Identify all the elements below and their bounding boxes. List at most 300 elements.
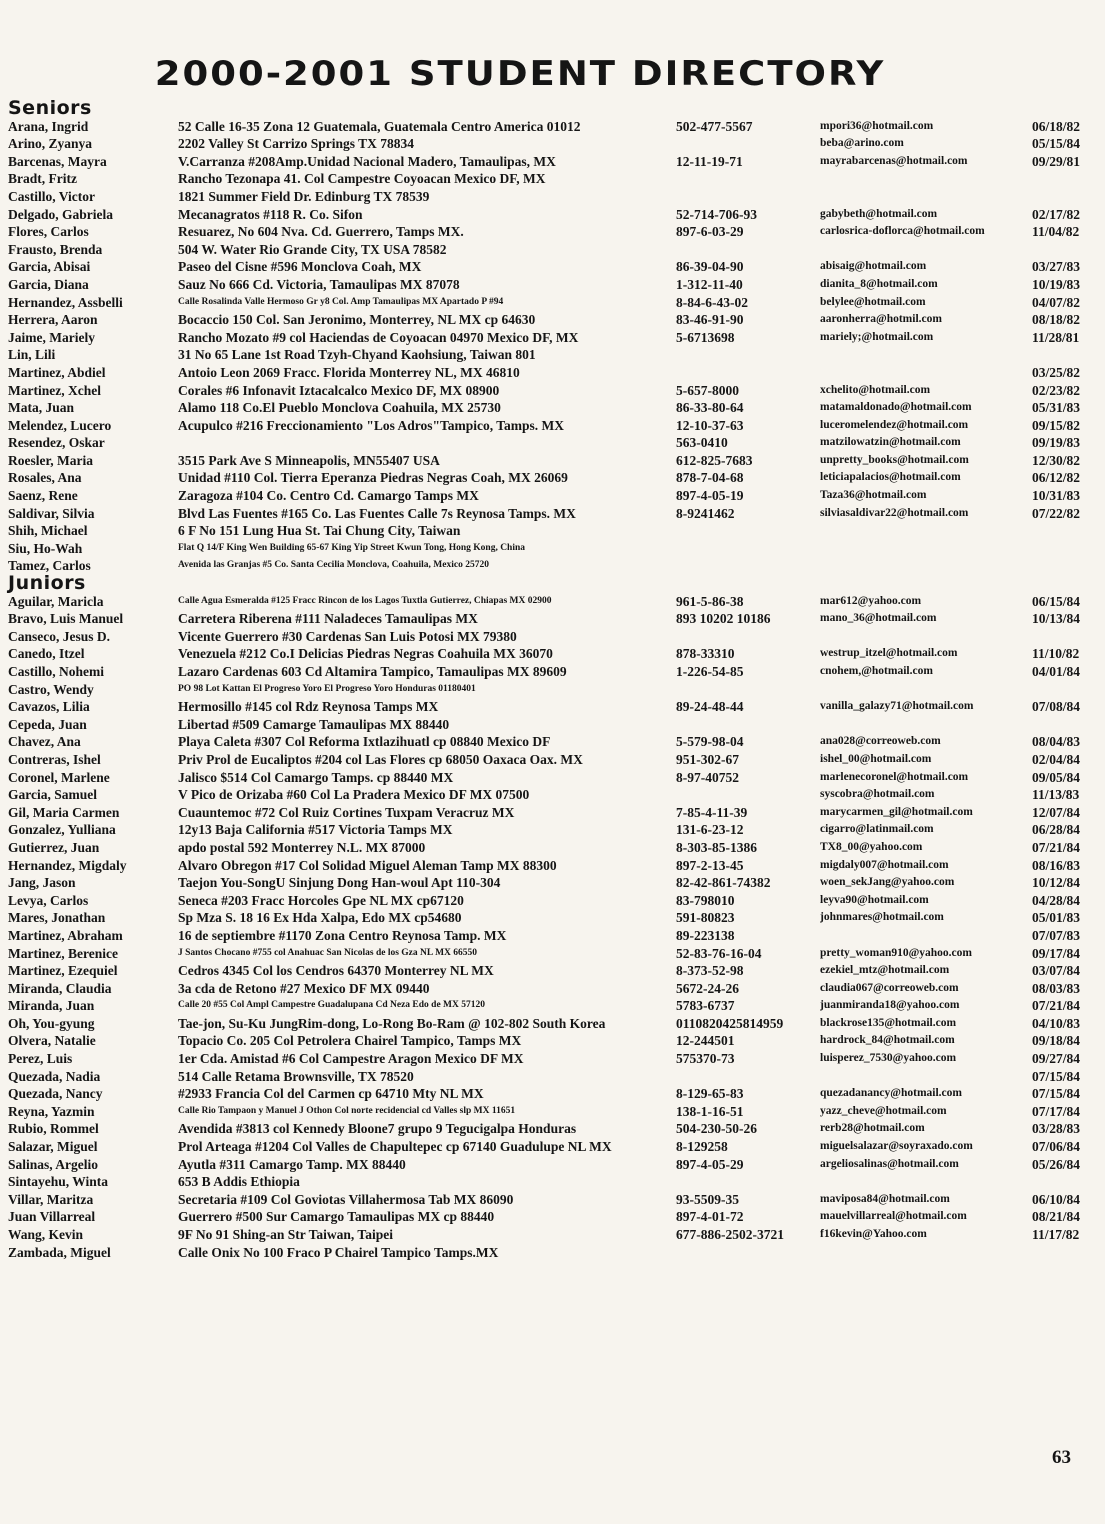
student-address: 2202 Valley St Carrizo Springs TX 78834 bbox=[178, 136, 415, 152]
table-row bbox=[8, 751, 1098, 769]
student-birthdate: 04/07/82 bbox=[1032, 294, 1081, 310]
student-name: Gonzalez, Yulliana bbox=[8, 822, 116, 838]
student-address: Libertad #509 Camarge Tamaulipas MX 88440 bbox=[178, 716, 450, 732]
section-heading: Juniors bbox=[8, 572, 86, 595]
student-name: Gil, Maria Carmen bbox=[8, 804, 120, 820]
student-address: Lazaro Cardenas 603 Cd Altamira Tampico, Tamaulipas MX 89609 bbox=[178, 664, 567, 679]
table-row bbox=[8, 469, 1098, 487]
table-row bbox=[8, 769, 1098, 787]
student-phone: 878-33310 bbox=[676, 646, 735, 662]
student-birthdate: 05/01/83 bbox=[1032, 910, 1081, 926]
student-name: Contreras, Ishel bbox=[8, 751, 101, 767]
student-birthdate: 07/17/84 bbox=[1032, 1103, 1081, 1119]
student-phone: 12-11-19-71 bbox=[676, 153, 743, 169]
student-name: Melendez, Lucero bbox=[8, 417, 112, 433]
student-email: maviposa84@hotmail.com bbox=[820, 1192, 950, 1205]
student-birthdate: 11/28/81 bbox=[1032, 329, 1080, 345]
student-name: Shih, Michael bbox=[8, 523, 88, 539]
student-phone: 502-477-5567 bbox=[676, 118, 753, 134]
student-phone: 82-42-861-74382 bbox=[676, 875, 771, 891]
student-birthdate: 06/12/82 bbox=[1032, 470, 1081, 486]
student-birthdate: 06/10/84 bbox=[1032, 1191, 1081, 1207]
student-name: Lin, Lili bbox=[8, 347, 56, 363]
table-row bbox=[8, 329, 1098, 347]
table-row bbox=[8, 1050, 1098, 1068]
student-address: Topacio Co. 205 Col Petrolera Chairel Tampico, Tamps MX bbox=[178, 1033, 522, 1049]
student-email: leyva90@hotmail.com bbox=[820, 893, 929, 906]
student-address: Acupulco #216 Freccionamiento "Los Adros"Tampico, Tamps. MX bbox=[178, 417, 565, 433]
table-row bbox=[8, 997, 1098, 1015]
table-row bbox=[8, 223, 1098, 241]
student-address: Cedros 4345 Col los Cendros 64370 Monterrey NL MX bbox=[178, 963, 494, 979]
student-phone: 52-83-76-16-04 bbox=[676, 945, 762, 961]
section-heading: Seniors bbox=[8, 97, 92, 119]
student-email: luisperez_7530@yahoo.com bbox=[820, 1052, 957, 1065]
table-row bbox=[8, 663, 1098, 681]
table-row bbox=[8, 1226, 1098, 1244]
student-name: Juan Villarreal bbox=[8, 1209, 96, 1225]
student-name: Chavez, Ana bbox=[8, 734, 81, 750]
student-name: Garcia, Abisai bbox=[8, 259, 91, 275]
table-row bbox=[8, 417, 1098, 435]
student-address: 9F No 91 Shing-an Str Taiwan, Taipei bbox=[178, 1227, 393, 1242]
student-birthdate: 02/23/82 bbox=[1032, 382, 1081, 398]
student-address: Secretaria #109 Col Goviotas Villahermosa Tab MX 86090 bbox=[178, 1191, 514, 1207]
student-phone: 86-39-04-90 bbox=[676, 259, 744, 275]
table-row bbox=[8, 505, 1098, 523]
table-row bbox=[8, 188, 1098, 206]
student-phone: 138-1-16-51 bbox=[676, 1103, 744, 1119]
table-row bbox=[8, 821, 1098, 839]
student-phone: 897-4-01-72 bbox=[676, 1209, 744, 1225]
student-phone: 0110820425814959 bbox=[676, 1015, 784, 1031]
student-email: mauelvillarreal@hotmail.com bbox=[820, 1210, 967, 1223]
student-address: Playa Caleta #307 Col Reforma Ixtlazihuatl cp 08840 Mexico DF bbox=[178, 734, 551, 750]
table-row bbox=[8, 241, 1098, 259]
student-name: Wang, Kevin bbox=[8, 1227, 84, 1242]
table-row bbox=[8, 980, 1098, 998]
student-address: Corales #6 Infonavit Iztacalcalco Mexico DF, MX 08900 bbox=[178, 382, 500, 398]
student-phone: 5-579-98-04 bbox=[676, 734, 744, 750]
student-phone: 897-4-05-19 bbox=[676, 488, 744, 504]
student-address: Sauz No 666 Cd. Victoria, Tamaulipas MX 87078 bbox=[178, 276, 460, 292]
table-row bbox=[8, 434, 1098, 452]
student-phone: 897-6-03-29 bbox=[676, 224, 744, 240]
student-name: Zambada, Miguel bbox=[8, 1244, 111, 1260]
student-phone: 893 10202 10186 bbox=[676, 611, 771, 627]
student-address: Cuauntemoc #72 Col Ruiz Cortines Tuxpam Veracruz MX bbox=[178, 804, 515, 820]
table-row bbox=[8, 1068, 1098, 1086]
student-name: Salazar, Miguel bbox=[8, 1139, 98, 1155]
table-row bbox=[8, 1015, 1098, 1033]
student-birthdate: 10/12/84 bbox=[1032, 875, 1081, 891]
student-phone: 575370-73 bbox=[676, 1051, 735, 1067]
student-email: cigarro@latinmail.com bbox=[820, 823, 934, 836]
student-phone: 5-657-8000 bbox=[676, 382, 739, 398]
student-birthdate: 11/13/83 bbox=[1032, 787, 1080, 803]
student-address: apdo postal 592 Monterrey N.L. MX 87000 bbox=[178, 839, 426, 855]
student-email: carlosrica-doflorca@hotmail.com bbox=[820, 225, 985, 238]
student-name: Garcia, Samuel bbox=[8, 787, 97, 803]
table-row bbox=[8, 540, 1098, 558]
table-row bbox=[8, 522, 1098, 540]
page-number: 63 bbox=[1052, 1447, 1071, 1468]
student-name: Miranda, Claudia bbox=[8, 980, 112, 996]
table-row bbox=[8, 346, 1098, 364]
student-birthdate: 08/21/84 bbox=[1032, 1209, 1081, 1225]
student-email: xchelito@hotmail.com bbox=[820, 383, 931, 396]
student-email: mpori36@hotmail.com bbox=[820, 119, 934, 132]
student-phone: 612-825-7683 bbox=[676, 452, 753, 468]
student-address: Seneca #203 Fracc Horcoles Gpe NL MX cp67120 bbox=[178, 892, 464, 908]
table-row bbox=[8, 1120, 1098, 1138]
student-birthdate: 11/17/82 bbox=[1032, 1227, 1080, 1242]
student-name: Cepeda, Juan bbox=[8, 716, 87, 732]
student-name: Bradt, Fritz bbox=[8, 171, 77, 187]
student-address: V.Carranza #208Amp.Unidad Nacional Madero, Tamaulipas, MX bbox=[178, 153, 556, 169]
table-row bbox=[8, 698, 1098, 716]
student-address: Sp Mza S. 18 16 Ex Hda Xalpa, Edo MX cp54680 bbox=[178, 910, 462, 926]
student-address: 12y13 Baja California #517 Victoria Tamps MX bbox=[178, 822, 453, 838]
student-birthdate: 03/28/83 bbox=[1032, 1121, 1081, 1137]
table-row bbox=[8, 839, 1098, 857]
student-name: Barcenas, Mayra bbox=[8, 153, 107, 169]
table-row bbox=[8, 364, 1098, 382]
student-email: juanmiranda18@yahoo.com bbox=[820, 999, 960, 1012]
table-row bbox=[8, 681, 1098, 699]
student-email: westrup_itzel@hotmail.com bbox=[820, 647, 958, 660]
table-row bbox=[8, 857, 1098, 875]
student-address: Hermosillo #145 col Rdz Reynosa Tamps MX bbox=[178, 699, 439, 715]
student-address: Mecanagratos #118 R. Co. Sifon bbox=[178, 206, 363, 222]
student-birthdate: 10/13/84 bbox=[1032, 611, 1081, 627]
student-address: Paseo del Cisne #596 Monclova Coah, MX bbox=[178, 259, 422, 275]
student-email: hardrock_84@hotmail.com bbox=[820, 1034, 955, 1047]
student-birthdate: 10/31/83 bbox=[1032, 488, 1081, 504]
student-phone: 83-798010 bbox=[676, 892, 735, 908]
student-name: Martinez, Berenice bbox=[8, 945, 118, 961]
student-phone: 7-85-4-11-39 bbox=[676, 804, 748, 820]
table-row bbox=[8, 135, 1098, 153]
student-address: Guerrero #500 Sur Camargo Tamaulipas MX cp 88440 bbox=[178, 1209, 495, 1225]
student-birthdate: 09/29/81 bbox=[1032, 153, 1081, 169]
table-row bbox=[8, 804, 1098, 822]
student-address: 52 Calle 16-35 Zona 12 Guatemala, Guatemala Centro America 01012 bbox=[178, 118, 581, 134]
student-email: cnohem,@hotmail.com bbox=[820, 665, 933, 677]
student-phone: 86-33-80-64 bbox=[676, 400, 744, 416]
student-address: Bocaccio 150 Col. San Jeronimo, Monterrey, NL MX cp 64630 bbox=[178, 312, 536, 328]
student-email: matzilowatzin@hotmail.com bbox=[820, 436, 961, 449]
student-birthdate: 07/21/84 bbox=[1032, 998, 1081, 1014]
student-address: Blvd Las Fuentes #165 Co. Las Fuentes Calle 7s Reynosa Tamps. MX bbox=[178, 505, 576, 521]
student-email: claudia067@correoweb.com bbox=[820, 981, 959, 994]
student-birthdate: 03/07/84 bbox=[1032, 963, 1081, 979]
student-name: Coronel, Marlene bbox=[8, 769, 110, 785]
student-address: Avenida las Granjas #5 Co. Santa Cecilia Monclova, Coahuila, Mexico 25720 bbox=[178, 560, 489, 571]
table-row bbox=[8, 258, 1098, 276]
table-row bbox=[8, 628, 1098, 646]
student-name: Castillo, Nohemi bbox=[8, 664, 104, 679]
student-name: Arana, Ingrid bbox=[8, 118, 89, 134]
student-name: Saldivar, Silvia bbox=[8, 505, 95, 521]
student-email: luceromelendez@hotmail.com bbox=[820, 418, 969, 431]
table-row bbox=[8, 1103, 1098, 1121]
student-phone: 897-4-05-29 bbox=[676, 1156, 744, 1172]
student-phone: 961-5-86-38 bbox=[676, 593, 744, 609]
student-birthdate: 09/17/84 bbox=[1032, 945, 1081, 961]
student-email: yazz_cheve@hotmail.com bbox=[820, 1104, 947, 1117]
student-birthdate: 10/19/83 bbox=[1032, 276, 1081, 292]
table-row bbox=[8, 1173, 1098, 1191]
student-email: mano_36@hotmail.com bbox=[820, 612, 937, 625]
student-address: Priv Prol de Eucaliptos #204 col Las Flores cp 68050 Oaxaca Oax. MX bbox=[178, 751, 583, 767]
student-phone: 5783-6737 bbox=[676, 998, 735, 1014]
table-row bbox=[8, 557, 1098, 575]
student-email: johnmares@hotmail.com bbox=[820, 911, 944, 924]
student-phone: 93-5509-35 bbox=[676, 1191, 739, 1207]
student-birthdate: 06/18/82 bbox=[1032, 118, 1081, 134]
student-address: Calle Onix No 100 Fraco P Chairel Tampico Tamps.MX bbox=[178, 1244, 499, 1260]
student-address: J Santos Chocano #755 col Anahuac San Nicolas de los Gza NL MX 66550 bbox=[178, 947, 478, 958]
student-address: Alamo 118 Co.El Pueblo Monclova Coahuila, MX 25730 bbox=[178, 400, 501, 416]
student-address: 504 W. Water Rio Grande City, TX USA 78582 bbox=[178, 241, 447, 257]
student-name: Quezada, Nancy bbox=[8, 1086, 103, 1102]
table-row bbox=[8, 294, 1098, 312]
student-address: Taejon You-SongU Sinjung Dong Han-woul Apt 110-304 bbox=[178, 875, 501, 891]
table-row bbox=[8, 733, 1098, 751]
student-address: Resuarez, No 604 Nva. Cd. Guerrero, Tamps MX. bbox=[178, 224, 464, 240]
student-name: Canseco, Jesus D. bbox=[8, 628, 111, 644]
student-phone: 591-80823 bbox=[676, 910, 735, 926]
student-email: pretty_woman910@yahoo.com bbox=[820, 946, 972, 959]
student-name: Tamez, Carlos bbox=[8, 558, 91, 574]
student-name: Canedo, Itzel bbox=[8, 646, 85, 662]
student-birthdate: 04/28/84 bbox=[1032, 892, 1081, 908]
table-row bbox=[8, 170, 1098, 188]
student-address: Vicente Guerrero #30 Cardenas San Luis Potosi MX 79380 bbox=[178, 628, 517, 644]
student-birthdate: 04/01/84 bbox=[1032, 664, 1081, 679]
student-email: blackrose135@hotmail.com bbox=[820, 1016, 957, 1029]
student-address: 653 B Addis Ethiopia bbox=[178, 1174, 300, 1190]
table-row bbox=[8, 1156, 1098, 1174]
student-name: Hernandez, Migdaly bbox=[8, 857, 127, 873]
student-address: 3a cda de Retono #27 Mexico DF MX 09440 bbox=[178, 980, 430, 996]
student-birthdate: 07/08/84 bbox=[1032, 699, 1081, 715]
student-name: Garcia, Diana bbox=[8, 276, 89, 292]
student-birthdate: 08/18/82 bbox=[1032, 312, 1081, 328]
table-row bbox=[8, 206, 1098, 224]
student-address: Avendida #3813 col Kennedy Bloone7 grupo 9 Tegucigalpa Honduras bbox=[178, 1121, 577, 1137]
student-name: Mata, Juan bbox=[8, 400, 75, 416]
table-row bbox=[8, 645, 1098, 663]
student-name: Hernandez, Assbelli bbox=[8, 294, 123, 310]
student-address: Alvaro Obregon #17 Col Solidad Miguel Aleman Tamp MX 88300 bbox=[178, 857, 557, 873]
student-name: Flores, Carlos bbox=[8, 224, 89, 240]
student-phone: 563-0410 bbox=[676, 435, 728, 451]
student-birthdate: 09/27/84 bbox=[1032, 1051, 1081, 1067]
student-birthdate: 11/10/82 bbox=[1032, 646, 1080, 662]
student-email: argeliosalinas@hotmail.com bbox=[820, 1157, 959, 1170]
student-address: 1er Cda. Amistad #6 Col Campestre Aragon Mexico DF MX bbox=[178, 1051, 524, 1067]
student-name: Oh, You-gyung bbox=[8, 1015, 95, 1031]
table-row bbox=[8, 399, 1098, 417]
student-name: Cavazos, Lilia bbox=[8, 699, 90, 715]
student-name: Rubio, Rommel bbox=[8, 1121, 99, 1137]
student-email: abisaig@hotmail.com bbox=[820, 260, 927, 273]
student-birthdate: 07/15/84 bbox=[1032, 1086, 1081, 1102]
student-name: Castillo, Victor bbox=[8, 188, 95, 204]
student-phone: 878-7-04-68 bbox=[676, 470, 744, 486]
table-row bbox=[8, 1191, 1098, 1209]
table-row bbox=[8, 1208, 1098, 1226]
student-phone: 12-10-37-63 bbox=[676, 417, 744, 433]
student-email: unpretty_books@hotmail.com bbox=[820, 453, 969, 466]
table-row bbox=[8, 276, 1098, 294]
student-email: TX8_00@yahoo.com bbox=[820, 840, 923, 853]
student-birthdate: 08/03/83 bbox=[1032, 980, 1081, 996]
student-phone: 131-6-23-12 bbox=[676, 822, 744, 838]
student-name: Bravo, Luis Manuel bbox=[8, 611, 124, 627]
student-name: Herrera, Aaron bbox=[8, 312, 98, 328]
student-phone: 89-24-48-44 bbox=[676, 699, 744, 715]
student-address: #2933 Francia Col del Carmen cp 64710 Mty NL MX bbox=[178, 1086, 484, 1102]
student-name: Martinez, Xchel bbox=[8, 382, 101, 398]
table-row bbox=[8, 909, 1098, 927]
student-name: Sintayehu, Winta bbox=[8, 1174, 109, 1190]
student-email: marycarmen_gil@hotmail.com bbox=[820, 805, 973, 818]
student-birthdate: 06/28/84 bbox=[1032, 822, 1081, 838]
student-name: Salinas, Argelio bbox=[8, 1156, 99, 1172]
student-address: 6 F No 151 Lung Hua St. Tai Chung City, Taiwan bbox=[178, 523, 461, 539]
student-birthdate: 07/21/84 bbox=[1032, 839, 1081, 855]
student-name: Levya, Carlos bbox=[8, 892, 89, 908]
student-name: Martinez, Abdiel bbox=[8, 364, 106, 380]
table-row bbox=[8, 153, 1098, 171]
student-birthdate: 07/07/83 bbox=[1032, 927, 1081, 943]
student-birthdate: 05/26/84 bbox=[1032, 1156, 1081, 1172]
student-birthdate: 09/18/84 bbox=[1032, 1033, 1081, 1049]
student-email: gabybeth@hotmail.com bbox=[820, 207, 938, 220]
student-email: ezekiel_mtz@hotmail.com bbox=[820, 964, 950, 977]
student-email: mayrabarcenas@hotmail.com bbox=[820, 154, 968, 167]
student-name: Mares, Jonathan bbox=[8, 910, 106, 926]
student-address: Zaragoza #104 Co. Centro Cd. Camargo Tamps MX bbox=[178, 488, 479, 504]
student-email: belylee@hotmail.com bbox=[820, 295, 926, 308]
student-birthdate: 03/25/82 bbox=[1032, 364, 1081, 380]
student-birthdate: 05/15/84 bbox=[1032, 136, 1081, 152]
student-email: silviasaldivar22@hotmail.com bbox=[820, 506, 969, 519]
student-name: Martinez, Abraham bbox=[8, 927, 123, 943]
table-row bbox=[8, 962, 1098, 980]
student-address: 1821 Summer Field Dr. Edinburg TX 78539 bbox=[178, 188, 430, 204]
student-name: Olvera, Natalie bbox=[8, 1033, 96, 1049]
student-name: Resendez, Oskar bbox=[8, 435, 105, 451]
student-email: rerb28@hotmail.com bbox=[820, 1122, 925, 1135]
student-email: vanilla_galazy71@hotmail.com bbox=[820, 700, 974, 713]
student-phone: 83-46-91-90 bbox=[676, 312, 744, 328]
student-phone: 8-373-52-98 bbox=[676, 963, 744, 979]
student-address: Antoio Leon 2069 Fracc. Florida Monterrey NL, MX 46810 bbox=[178, 364, 520, 380]
table-row bbox=[8, 716, 1098, 734]
table-row bbox=[8, 118, 1098, 136]
table-row bbox=[8, 945, 1098, 963]
student-address: 514 Calle Retama Brownsville, TX 78520 bbox=[178, 1068, 414, 1084]
student-name: Delgado, Gabriela bbox=[8, 206, 113, 222]
student-email: Taza36@hotmail.com bbox=[820, 489, 927, 502]
student-phone: 52-714-706-93 bbox=[676, 206, 757, 222]
student-email: marlenecoronel@hotmail.com bbox=[820, 770, 969, 783]
page-title: 2000-2001 STUDENT DIRECTORY bbox=[154, 53, 886, 94]
student-phone: 897-2-13-45 bbox=[676, 857, 744, 873]
student-email: miguelsalazar@soyraxado.com bbox=[820, 1140, 973, 1153]
table-row bbox=[8, 610, 1098, 628]
student-phone: 1-312-11-40 bbox=[676, 276, 743, 292]
student-email: mar612@yahoo.com bbox=[820, 594, 922, 607]
student-name: Saenz, Rene bbox=[8, 488, 78, 504]
student-birthdate: 07/06/84 bbox=[1032, 1139, 1081, 1155]
table-row bbox=[8, 1138, 1098, 1156]
student-name: Reyna, Yazmin bbox=[8, 1103, 95, 1119]
student-phone: 8-97-40752 bbox=[676, 769, 739, 785]
table-row bbox=[8, 593, 1098, 611]
student-email: ishel_00@hotmail.com bbox=[820, 752, 932, 765]
student-address: Prol Arteaga #1204 Col Valles de Chapultepec cp 67140 Guadulupe NL MX bbox=[178, 1139, 612, 1155]
table-row bbox=[8, 1032, 1098, 1050]
student-phone: 951-302-67 bbox=[676, 751, 739, 767]
student-email: f16kevin@Yahoo.com bbox=[820, 1228, 927, 1240]
student-address: Venezuela #212 Co.I Delicias Piedras Negras Coahuila MX 36070 bbox=[178, 646, 553, 662]
student-address: 3515 Park Ave S Minneapolis, MN55407 USA bbox=[178, 452, 440, 468]
student-email: woen_sekJang@yahoo.com bbox=[820, 876, 955, 889]
student-birthdate: 08/16/83 bbox=[1032, 857, 1081, 873]
student-name: Martinez, Ezequiel bbox=[8, 963, 118, 979]
student-address: Flat Q 14/F King Wen Building 65-67 King Yip Street Kwun Tong, Hong Kong, China bbox=[178, 542, 526, 553]
student-email: matamaldonado@hotmail.com bbox=[820, 401, 972, 414]
student-address: Tae-jon, Su-Ku JungRim-dong, Lo-Rong Bo-Ram @ 102-802 South Korea bbox=[178, 1015, 606, 1031]
student-name: Roesler, Maria bbox=[8, 452, 93, 468]
student-email: ana028@correoweb.com bbox=[820, 735, 941, 748]
student-birthdate: 04/10/83 bbox=[1032, 1015, 1081, 1031]
student-phone: 8-129258 bbox=[676, 1139, 728, 1155]
table-row bbox=[8, 452, 1098, 470]
student-birthdate: 11/04/82 bbox=[1032, 224, 1080, 240]
student-address: Calle 20 #55 Col Ampl Campestre Guadalupana Cd Neza Edo de MX 57120 bbox=[178, 1000, 486, 1011]
student-name: Perez, Luis bbox=[8, 1051, 73, 1067]
student-birthdate: 08/04/83 bbox=[1032, 734, 1081, 750]
student-email: migdaly007@hotmail.com bbox=[820, 858, 949, 871]
student-phone: 5-6713698 bbox=[676, 329, 735, 345]
student-name: Castro, Wendy bbox=[8, 681, 94, 697]
student-phone: 1-226-54-85 bbox=[676, 664, 744, 679]
table-row bbox=[8, 786, 1098, 804]
student-birthdate: 07/22/82 bbox=[1032, 505, 1081, 521]
student-email: leticiapalacios@hotmail.com bbox=[820, 471, 961, 484]
student-email: quezadanancy@hotmail.com bbox=[820, 1087, 962, 1100]
student-phone: 8-84-6-43-02 bbox=[676, 294, 748, 310]
student-phone: 8-129-65-83 bbox=[676, 1086, 744, 1102]
student-address: Carretera Riberena #111 Naladeces Tamaulipas MX bbox=[178, 611, 478, 627]
student-name: Miranda, Juan bbox=[8, 998, 95, 1014]
student-name: Frausto, Brenda bbox=[8, 241, 103, 257]
student-address: Unidad #110 Col. Tierra Eperanza Piedras Negras Coah, MX 26069 bbox=[178, 470, 568, 486]
student-birthdate: 02/04/84 bbox=[1032, 751, 1081, 767]
student-address: Calle Rosalinda Valle Hermoso Gr y8 Col. Amp Tamaulipas MX Apartado P #94 bbox=[178, 296, 504, 307]
table-row bbox=[8, 311, 1098, 329]
student-address: Jalisco $514 Col Camargo Tamps. cp 88440 MX bbox=[178, 769, 454, 785]
student-birthdate: 02/17/82 bbox=[1032, 206, 1081, 222]
student-phone: 8-9241462 bbox=[676, 505, 735, 521]
student-name: Villar, Maritza bbox=[8, 1191, 94, 1207]
